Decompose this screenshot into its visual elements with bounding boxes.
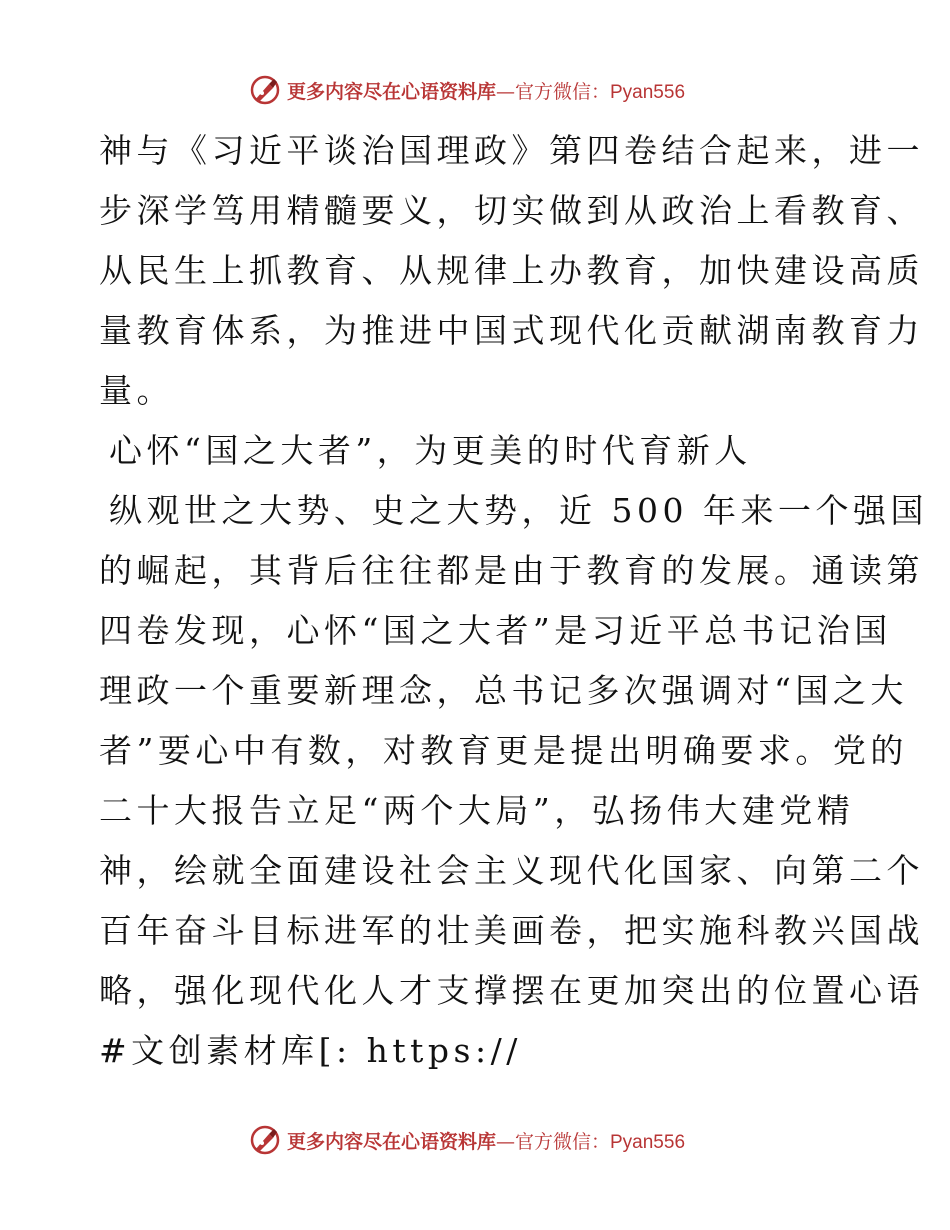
banner-wechat-label: 官方微信： — [514, 1130, 610, 1153]
banner-main-text: 更多内容尽在心语资料库 — [286, 1130, 496, 1153]
text-line: 理政一个重要新理念，总书记多次强调对“国之大 — [99, 671, 908, 710]
banner-text — [287, 77, 685, 104]
text-line: 步深学笃用精髓要义，切实做到从政治上看教育、 — [99, 191, 924, 230]
paragraph-1 — [99, 121, 924, 421]
text-line: 百年奋斗目标进军的壮美画卷，把实施科教兴国战 — [99, 911, 924, 950]
text-line: 二十大报告立足“两个大局”，弘扬伟大建党精 — [99, 791, 855, 830]
banner-dash: — — [495, 80, 515, 103]
pen-logo-icon — [249, 1124, 281, 1156]
section-heading: 心怀“国之大者”，为更美的时代育新人 — [109, 431, 752, 470]
text-line: 神与《习近平谈治国理政》第四卷结合起来，进一 — [99, 131, 924, 170]
banner-wechat-label: 官方微信： — [514, 80, 610, 103]
text-line: 从民生上抓教育、从规律上办教育，加快建设高质 — [99, 251, 924, 290]
header-banner — [0, 70, 950, 110]
footer-banner — [0, 1120, 950, 1160]
pen-logo-icon — [249, 74, 281, 106]
text-line: 四卷发现，心怀“国之大者”是习近平总书记治国 — [99, 611, 892, 650]
text-line: 的崛起，其背后往往都是由于教育的发展。通读第 — [99, 551, 924, 590]
banner-content — [249, 74, 685, 106]
text-line: 量。 — [99, 371, 174, 410]
banner-main-text: 更多内容尽在心语资料库 — [286, 80, 496, 103]
banner-wechat-id: Pyan556 — [610, 81, 686, 103]
paragraph-2 — [99, 481, 928, 1081]
banner-text — [287, 1127, 685, 1154]
text-line: #文创素材库[: https:// — [99, 1031, 522, 1070]
banner-wechat-id: Pyan556 — [610, 1131, 686, 1153]
banner-content — [249, 1124, 685, 1156]
text-line: 神，绘就全面建设社会主义现代化国家、向第二个 — [99, 851, 924, 890]
text-line: 者”要心中有数，对教育更是提出明确要求。党的 — [99, 731, 908, 770]
text-line: 略，强化现代化人才支撑摆在更加突出的位置心语 — [99, 971, 924, 1010]
text-line: 量教育体系，为推进中国式现代化贡献湖南教育力 — [99, 311, 924, 350]
banner-dash: — — [495, 1130, 515, 1153]
text-line: 纵观世之大势、史之大势，近 500 年来一个强国 — [109, 491, 928, 530]
document-body — [99, 121, 928, 1081]
